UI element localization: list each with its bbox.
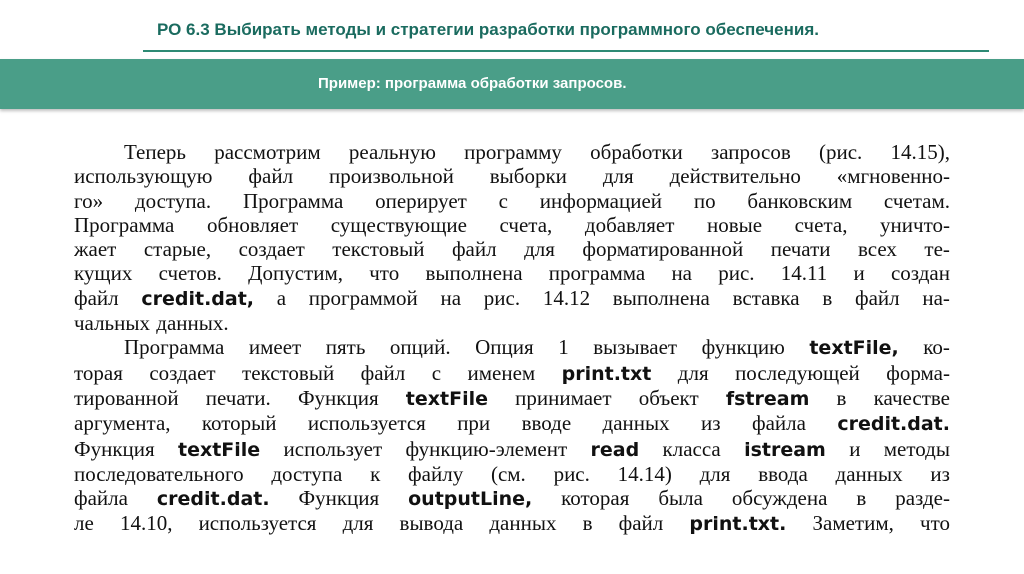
slide-title: РО 6.3 Выбирать методы и стратегии разработки программного обеспечения. <box>157 20 819 39</box>
text-line: последовательного доступа к файлу (см. рис. 14.14) для ввода данных из <box>74 461 950 486</box>
banner-text: Пример: программа обработки запросов. <box>318 75 627 92</box>
text-line: аргумента, который используется при вводе данных из файла credit.dat. <box>74 411 950 436</box>
paragraph-1 <box>74 140 950 335</box>
text-line: жает старые, создает текстовый файл для форматированной печати всех те- <box>74 237 950 262</box>
scanned-text-block <box>74 140 950 550</box>
text-line: использующую файл произвольной выборки для действительно «мгновенно- <box>74 164 950 189</box>
text-line: кущих счетов. Допустим, что выполнена программа на рис. 14.11 и создан <box>74 261 950 286</box>
text-line: Программа имеет пять опций. Опция 1 вызывает функцию textFile, ко- <box>124 335 950 360</box>
text-line: го» доступа. Программа оперирует с информацией по банковским счетам. <box>74 188 950 213</box>
paragraph-2 <box>74 335 950 536</box>
title-divider <box>143 50 989 52</box>
text-line: Функция textFile использует функцию-элемент read класса istream и методы <box>74 436 950 461</box>
text-line: Программа обновляет существующие счета, добавляет новые счета, уничто- <box>74 212 950 237</box>
subtitle-banner <box>0 59 1024 109</box>
text-line: тированной печати. Функция textFile принимает объект fstream в качестве <box>74 385 950 410</box>
text-line: ле 14.10, используется для вывода данных в файл print.txt. Заметим, что <box>74 511 950 536</box>
text-line: файл credit.dat, а программой на рис. 14.12 выполнена вставка в файл на- <box>74 285 950 310</box>
text-line: торая создает текстовый файл с именем print.txt для последующей форма- <box>74 360 950 385</box>
text-line: чальных данных. <box>74 311 229 336</box>
text-line: Теперь рассмотрим реальную программу обработки запросов (рис. 14.15), <box>124 140 950 164</box>
text-line: файла credit.dat. Функция outputLine, которая была обсуждена в разде- <box>74 486 950 511</box>
